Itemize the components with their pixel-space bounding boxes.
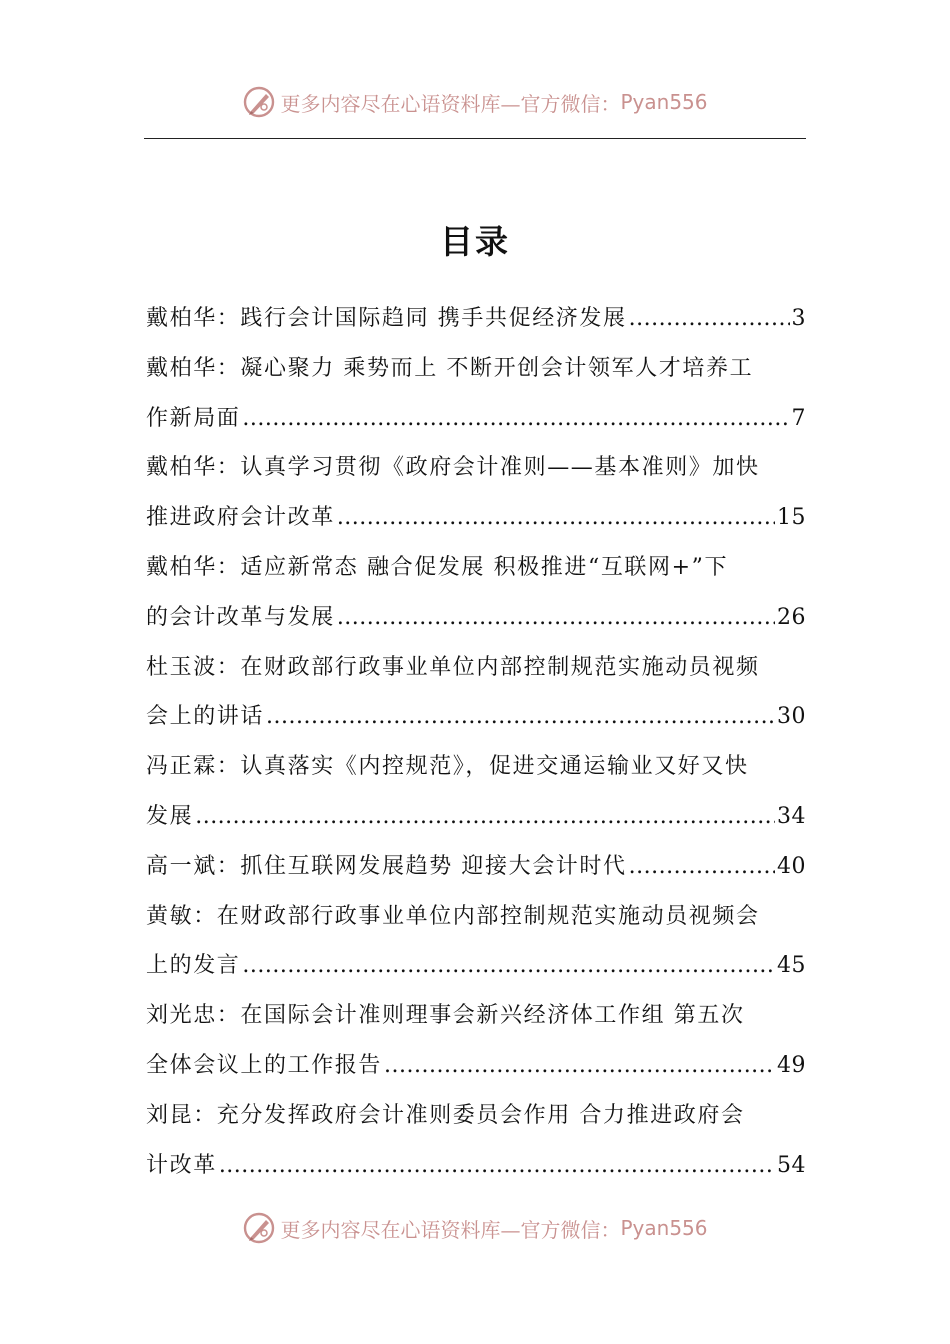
dot-leader bbox=[219, 1141, 775, 1191]
toc-entry-page-number: 40 bbox=[777, 853, 806, 879]
header-banner-wechat: Pyan556 bbox=[620, 90, 708, 114]
toc-entry-page-number: 30 bbox=[777, 704, 806, 730]
pen-logo-icon bbox=[242, 85, 276, 119]
dot-leader bbox=[266, 692, 775, 742]
toc-entry[interactable] bbox=[146, 1091, 806, 1191]
footer-banner bbox=[0, 1206, 950, 1250]
toc-entry-title-line: 刘光忠：在国际会计准则理事会新兴经济体工作组 第五次 bbox=[146, 1003, 745, 1029]
toc-entry-title-tail: 高一斌：抓住互联网发展趋势 迎接大会计时代 bbox=[146, 853, 627, 879]
toc-entry-leader-line bbox=[146, 294, 806, 344]
toc-entry-title-line: 戴柏华：认真学习贯彻《政府会计准则——基本准则》加快 bbox=[146, 455, 760, 481]
toc-entry[interactable] bbox=[146, 294, 806, 344]
toc-entry-title-line: 刘昆：充分发挥政府会计准则委员会作用 合力推进政府会 bbox=[146, 1102, 745, 1128]
footer-banner-text: 更多内容尽在心语资料库—官方微信： bbox=[280, 1217, 621, 1242]
toc-entry[interactable] bbox=[146, 991, 806, 1091]
toc-entry-page-number: 49 bbox=[777, 1052, 806, 1078]
toc-entry-page-number: 7 bbox=[791, 405, 806, 431]
toc-entry-title-line: 戴柏华：适应新常态 融合促发展 积极推进“互联网+”下 bbox=[146, 554, 729, 580]
dot-leader bbox=[242, 394, 789, 444]
toc-entry-leader-line bbox=[146, 1041, 806, 1091]
toc-entry[interactable] bbox=[146, 892, 806, 992]
dot-leader bbox=[337, 493, 775, 543]
toc-entry-leader-line bbox=[146, 941, 806, 991]
toc-entry-title-tail: 发展 bbox=[146, 803, 194, 829]
toc-entry-title-tail: 推进政府会计改革 bbox=[146, 505, 335, 531]
toc-entry-page-number: 3 bbox=[791, 306, 806, 331]
toc-entry-leader-line bbox=[146, 493, 806, 543]
toc-entry[interactable] bbox=[146, 443, 806, 543]
toc-entry[interactable] bbox=[146, 344, 806, 444]
toc-entry-title-tail: 的会计改革与发展 bbox=[146, 604, 335, 630]
header-rule bbox=[144, 138, 806, 139]
toc-entry[interactable] bbox=[146, 643, 806, 743]
toc-entry-page-number: 26 bbox=[777, 604, 806, 630]
dot-leader bbox=[629, 842, 775, 892]
toc-entry-leader-line bbox=[146, 394, 806, 444]
toc-entry-title-tail: 作新局面 bbox=[146, 405, 241, 431]
toc-entry-title-line: 冯正霖：认真落实《内控规范》，促进交通运输业又好又快 bbox=[146, 754, 749, 780]
toc-entry-title-tail: 上的发言 bbox=[146, 953, 241, 979]
toc-entry-page-number: 34 bbox=[777, 803, 806, 829]
toc-entry-title-tail: 全体会议上的工作报告 bbox=[146, 1052, 383, 1078]
dot-leader bbox=[384, 1041, 775, 1091]
toc-entry[interactable] bbox=[146, 842, 806, 892]
toc-entry-title-tail: 会上的讲话 bbox=[146, 704, 265, 730]
dot-leader bbox=[629, 294, 790, 344]
toc-entry-leader-line bbox=[146, 692, 806, 742]
toc-entry-leader-line bbox=[146, 842, 806, 892]
table-of-contents bbox=[146, 294, 806, 1190]
dot-leader bbox=[242, 941, 775, 991]
dot-leader bbox=[195, 792, 775, 842]
toc-entry-page-number: 54 bbox=[777, 1152, 806, 1178]
toc-entry-page-number: 45 bbox=[777, 953, 806, 979]
toc-entry-leader-line bbox=[146, 593, 806, 643]
header-banner bbox=[0, 80, 950, 124]
toc-entry-title-tail: 戴柏华：践行会计国际趋同 携手共促经济发展 bbox=[146, 306, 627, 331]
pen-logo-icon bbox=[242, 1211, 276, 1245]
toc-entry-title-line: 黄敏：在财政部行政事业单位内部控制规范实施动员视频会 bbox=[146, 903, 760, 929]
toc-entry-page-number: 15 bbox=[777, 505, 806, 531]
toc-entry[interactable] bbox=[146, 742, 806, 842]
header-banner-text: 更多内容尽在心语资料库—官方微信： bbox=[280, 91, 621, 116]
dot-leader bbox=[337, 593, 775, 643]
toc-entry-title-line: 杜玉波：在财政部行政事业单位内部控制规范实施动员视频 bbox=[146, 654, 760, 680]
toc-entry-leader-line bbox=[146, 1141, 806, 1191]
page-title: 目录 bbox=[440, 222, 510, 261]
toc-entry-title-line: 戴柏华：凝心聚力 乘势而上 不断开创会计领军人才培养工 bbox=[146, 355, 754, 381]
toc-entry-leader-line bbox=[146, 792, 806, 842]
toc-entry-title-tail: 计改革 bbox=[146, 1152, 217, 1178]
footer-banner-wechat: Pyan556 bbox=[620, 1216, 708, 1240]
toc-entry[interactable] bbox=[146, 543, 806, 643]
